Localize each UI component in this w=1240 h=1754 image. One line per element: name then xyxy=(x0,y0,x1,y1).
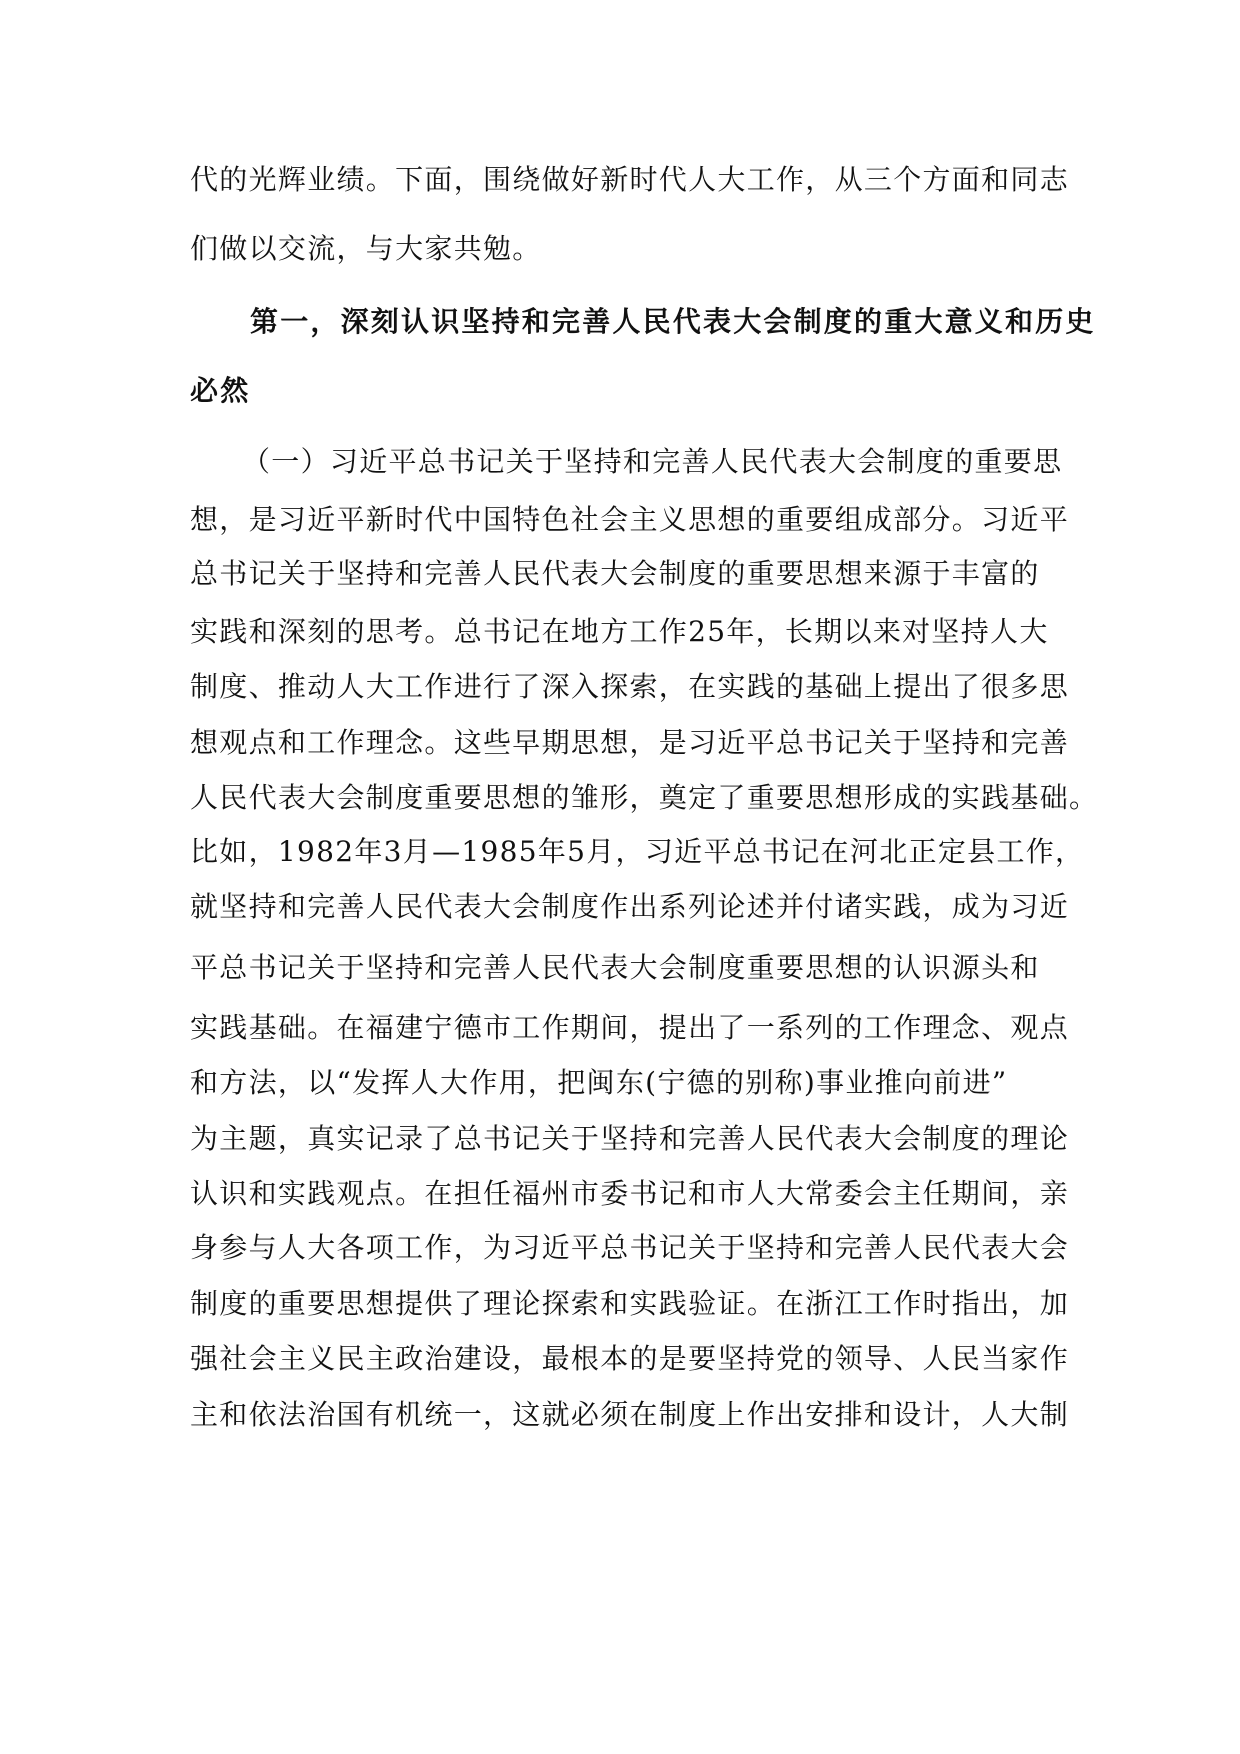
body-text-line: 实践基础。在福建宁德市工作期间，提出了一系列的工作理念、观点 xyxy=(190,1011,1070,1044)
body-text-line: 代的光辉业绩。下面，围绕做好新时代人大工作，从三个方面和同志 xyxy=(190,163,1070,196)
body-text-line: 身参与人大各项工作，为习近平总书记关于坚持和完善人民代表大会 xyxy=(190,1231,1070,1264)
body-text-line: 为主题，真实记录了总书记关于坚持和完善人民代表大会制度的理论 xyxy=(190,1122,1070,1155)
body-text-line: 认识和实践观点。在担任福州市委书记和市人大常委会主任期间，亲 xyxy=(190,1177,1070,1210)
body-text-line: 总书记关于坚持和完善人民代表大会制度的重要思想来源于丰富的 xyxy=(190,557,1040,590)
body-text-line: 制度的重要思想提供了理论探索和实践验证。在浙江工作时指出，加 xyxy=(190,1287,1070,1320)
body-text-line: 就坚持和完善人民代表大会制度作出系列论述并付诸实践，成为习近 xyxy=(190,890,1070,923)
body-text-line: 想，是习近平新时代中国特色社会主义思想的重要组成部分。习近平 xyxy=(190,503,1070,536)
body-text-line: 比如，1982年3月—1985年5月，习近平总书记在河北正定县工作， xyxy=(190,835,1085,868)
body-text-line: 强社会主义民主政治建设，最根本的是要坚持党的领导、人民当家作 xyxy=(190,1342,1070,1375)
paragraph-first-line: （一）习近平总书记关于坚持和完善人民代表大会制度的重要思 xyxy=(242,445,1063,478)
body-text-line: 实践和深刻的思考。总书记在地方工作25年，长期以来对坚持人大 xyxy=(190,615,1049,648)
body-text-line: 和方法，以“发挥人大作用，把闽东(宁德的别称)事业推向前进” xyxy=(190,1066,1008,1099)
body-text-line: 平总书记关于坚持和完善人民代表大会制度重要思想的认识源头和 xyxy=(190,951,1040,984)
body-text-line: 们做以交流，与大家共勉。 xyxy=(190,232,542,265)
body-text-line: 主和依法治国有机统一，这就必须在制度上作出安排和设计，人大制 xyxy=(190,1398,1070,1431)
body-text-line: 想观点和工作理念。这些早期思想，是习近平总书记关于坚持和完善 xyxy=(190,726,1070,759)
section-heading: 第一，深刻认识坚持和完善人民代表大会制度的重大意义和历史 xyxy=(250,305,1096,338)
body-text-line: 制度、推动人大工作进行了深入探索，在实践的基础上提出了很多思 xyxy=(190,670,1070,703)
section-heading-continued: 必然 xyxy=(190,374,251,407)
body-text-line: 人民代表大会制度重要思想的雏形，奠定了重要思想形成的实践基础。 xyxy=(190,781,1099,814)
